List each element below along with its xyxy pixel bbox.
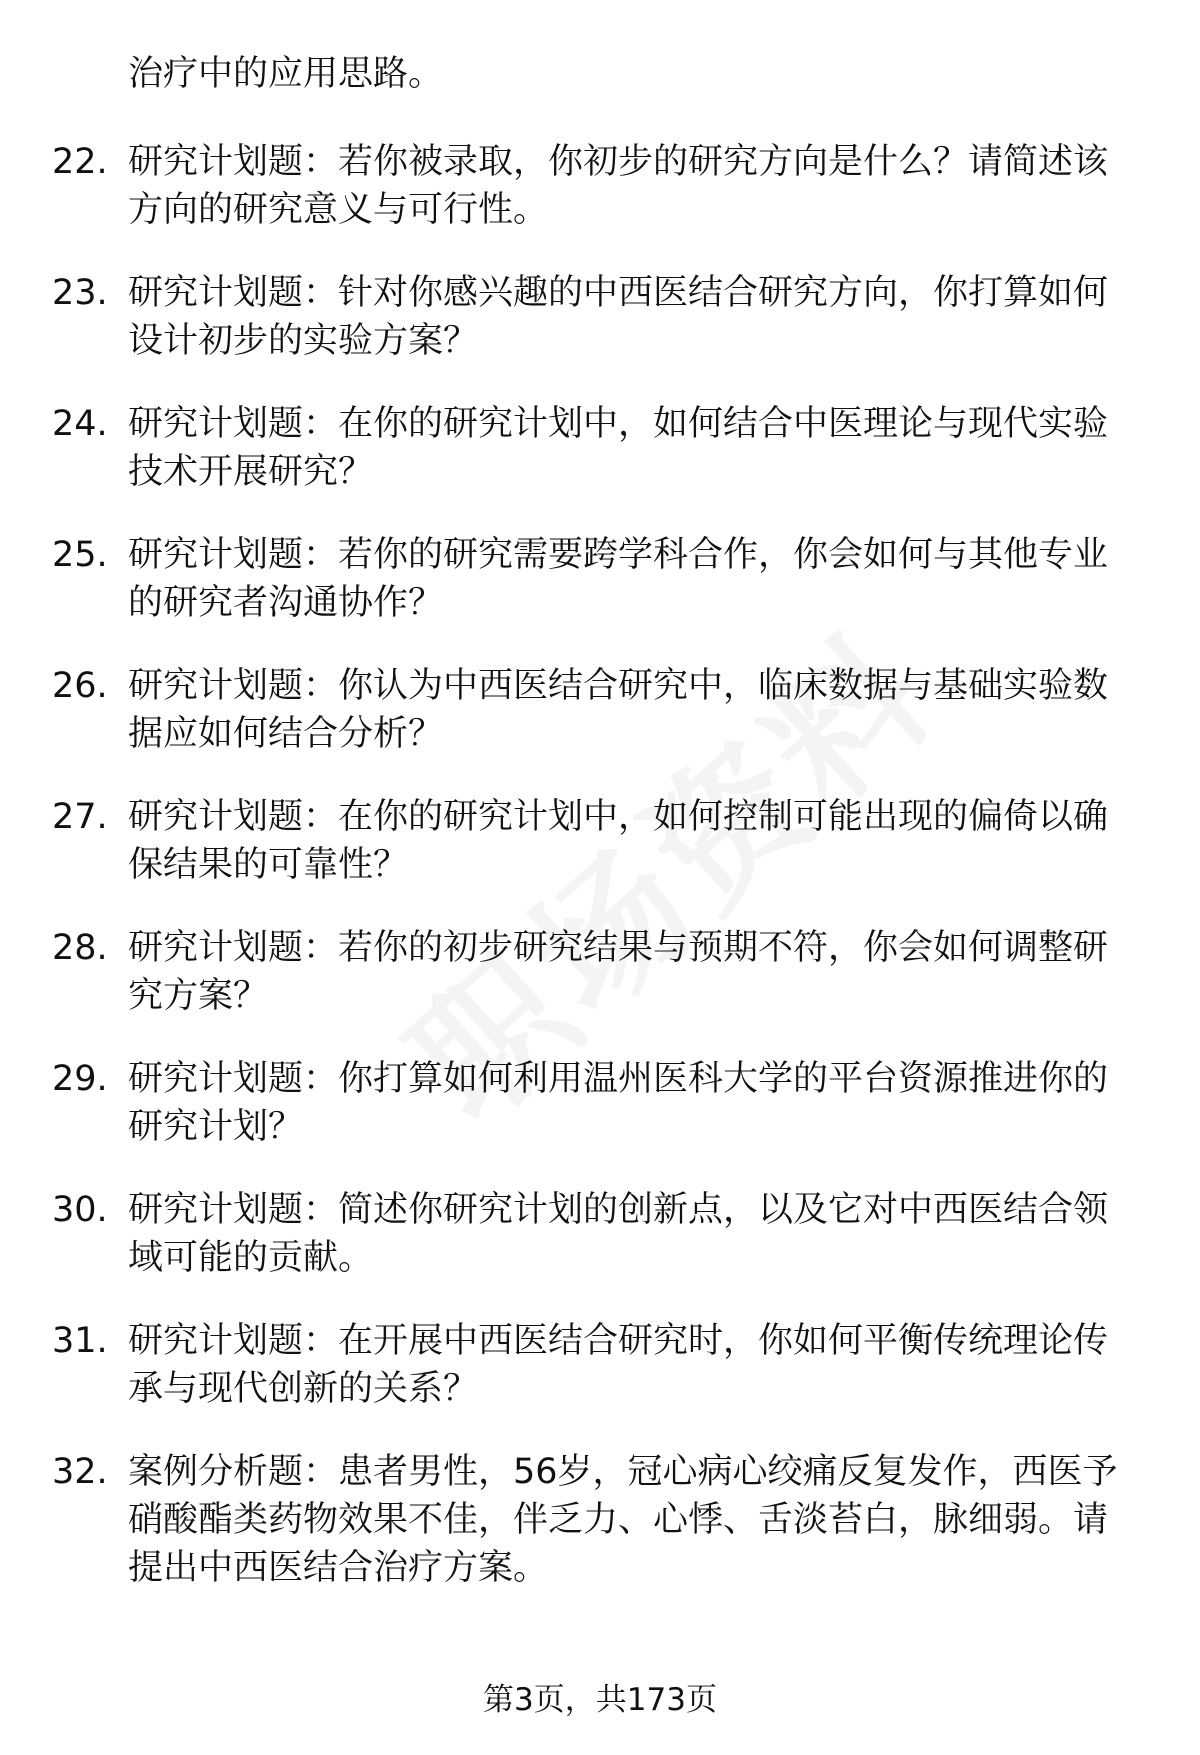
question-text: 研究计划题：在你的研究计划中，如何控制可能出现的偏倚以确保结果的可靠性？ [128,797,1109,885]
question-number: 30. [52,1190,108,1230]
page-footer: 第3页，共173页 [483,1682,717,1718]
question-item [52,531,1138,627]
question-item [52,1448,1138,1592]
question-number: 23. [52,273,108,313]
question-text: 研究计划题：针对你感兴趣的中西医结合研究方向，你打算如何设计初步的实验方案？ [128,273,1109,361]
question-number: 24. [52,404,108,444]
continuation-text: 治疗中的应用思路。 [128,54,444,94]
question-item [52,924,1138,1020]
question-number: 28. [52,928,108,968]
question-text: 研究计划题：你认为中西医结合研究中，临床数据与基础实验数据应如何结合分析？ [128,666,1109,754]
question-number: 29. [52,1059,108,1099]
question-item [52,138,1138,234]
question-item [52,1317,1138,1413]
question-number: 22. [52,142,108,182]
question-item [52,400,1138,496]
question-number: 32. [52,1452,108,1492]
question-item [52,662,1138,758]
question-text: 案例分析题：患者男性，56岁，冠心病心绞痛反复发作，西医予硝酸酯类药物效果不佳，伴乏力、心悸、舌淡苔白，脉细弱。请提出中西医结合治疗方案。 [128,1452,1118,1588]
question-text: 研究计划题：你打算如何利用温州医科大学的平台资源推进你的研究计划？ [128,1059,1109,1147]
question-item [52,1186,1138,1282]
question-item [52,1055,1138,1151]
question-list [0,50,1200,1627]
question-item [52,793,1138,889]
question-text: 研究计划题：简述你研究计划的创新点，以及它对中西医结合领域可能的贡献。 [128,1190,1109,1278]
question-number: 25. [52,535,108,575]
question-number: 26. [52,666,108,706]
question-number: 31. [52,1321,108,1361]
question-text: 研究计划题：在你的研究计划中，如何结合中医理论与现代实验技术开展研究？ [128,404,1109,492]
question-item [52,269,1138,365]
question-text: 研究计划题：若你的初步研究结果与预期不符，你会如何调整研究方案？ [128,928,1109,1016]
question-text: 研究计划题：若你的研究需要跨学科合作，你会如何与其他专业的研究者沟通协作？ [128,535,1109,623]
question-text: 研究计划题：若你被录取，你初步的研究方向是什么？请简述该方向的研究意义与可行性。 [128,142,1109,230]
question-text: 研究计划题：在开展中西医结合研究时，你如何平衡传统理论传承与现代创新的关系？ [128,1321,1109,1409]
question-number: 27. [52,797,108,837]
